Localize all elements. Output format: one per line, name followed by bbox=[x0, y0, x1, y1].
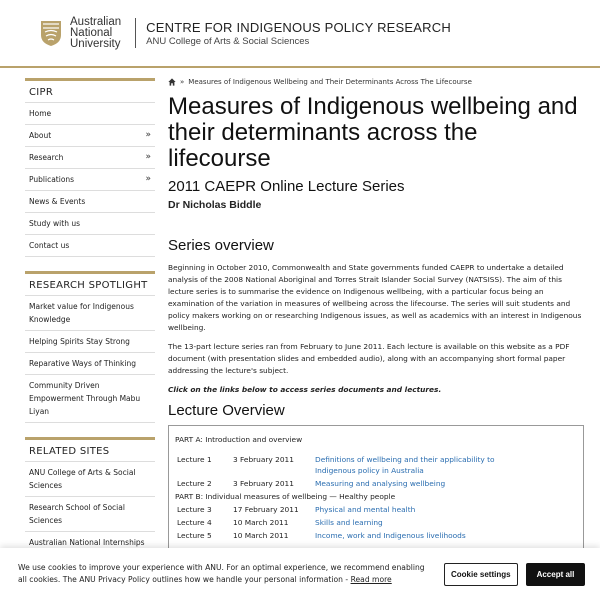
lecture-link[interactable]: Definitions of wellbeing and their applicability to Indigenous policy in Australia bbox=[315, 455, 495, 475]
lecture-date: 3 February 2011 bbox=[233, 455, 294, 464]
breadcrumb-current: Measures of Indigenous Wellbeing and Their Determinants Across The Lifecourse bbox=[188, 78, 472, 86]
overview-paragraph-1: Beginning in October 2010, Commonwealth and State governments funded CAEPR to undertake a detailed analysis of the 2008 National Aboriginal and Torres Strait Islander Social Survey (NATSISS). The aim of this lecture series is to summarise the evidence on Indigenous wellbeing, with a particular focus being an examination of the variation in measures of wellbeing across the lifecourse. The series will suit students and policy makers working on or researching Indigenous issues, as well as academics with an interest in Indigenous wellbeing. bbox=[168, 263, 582, 332]
anu-wordmark bbox=[70, 17, 121, 50]
sidebar-item-label: Publications bbox=[29, 175, 75, 184]
sidebar-item-contact[interactable] bbox=[25, 235, 155, 257]
sidebar-item-label: Study with us bbox=[29, 219, 80, 228]
related-site-link[interactable]: ANU College of Arts & Social Sciences bbox=[25, 462, 155, 497]
lecture-link[interactable]: Physical and mental health bbox=[315, 505, 416, 514]
lecture-link[interactable]: Measuring and analysing wellbeing bbox=[315, 479, 446, 488]
sidebar-item-label: Research bbox=[29, 153, 64, 162]
page-title: Measures of Indigenous wellbeing and their determinants across the lifecourse bbox=[168, 93, 578, 172]
sidebar-item-label: About bbox=[29, 131, 52, 140]
site-header bbox=[0, 0, 600, 68]
sidebar-item-label: Contact us bbox=[29, 241, 70, 250]
related-site-link[interactable]: Australian National Internships bbox=[25, 532, 155, 567]
spotlight-link[interactable]: Helping Spirits Stay Strong bbox=[25, 331, 155, 353]
lecture-row bbox=[175, 504, 577, 515]
lecture-link[interactable]: Skills and learning bbox=[315, 518, 383, 527]
anu-line-1: Australian bbox=[70, 15, 122, 28]
cookie-banner bbox=[0, 548, 600, 600]
sidebar-item-study[interactable] bbox=[25, 213, 155, 235]
lecture-number: Lecture 4 bbox=[177, 518, 212, 527]
part-heading-a: PART A: Introduction and overview bbox=[175, 435, 303, 444]
read-more-link[interactable]: Read more bbox=[350, 575, 392, 584]
cookie-message: We use cookies to improve your experience with ANU. For an optimal experience, we recommend enabling all cookies. The ANU Privacy Policy outlines how we handle your personal information - bbox=[18, 563, 425, 584]
home-icon[interactable] bbox=[168, 78, 176, 86]
spotlight-link[interactable]: Market value for Indigenous Knowledge bbox=[25, 296, 155, 331]
spotlight-link[interactable]: Community Driven Empowerment Through Mabu Liyan bbox=[25, 375, 155, 423]
site-title[interactable]: CENTRE FOR INDIGENOUS POLICY RESEARCH bbox=[146, 19, 451, 35]
sidebar-heading-cipr: CIPR bbox=[25, 81, 155, 103]
lecture-table bbox=[168, 425, 584, 565]
main-content bbox=[168, 78, 584, 565]
sidebar-item-news-events[interactable] bbox=[25, 191, 155, 213]
related-site-link[interactable]: Research School of Social Sciences bbox=[25, 497, 155, 532]
lecture-number: Lecture 5 bbox=[177, 531, 212, 540]
sidebar-item-home[interactable] bbox=[25, 103, 155, 125]
sidebar-section-cipr bbox=[25, 78, 155, 257]
author-name: Dr Nicholas Biddle bbox=[168, 199, 262, 211]
section-heading-lectures: Lecture Overview bbox=[168, 402, 285, 419]
sidebar-heading-related: RELATED SITES bbox=[25, 440, 155, 462]
site-subtitle[interactable]: ANU College of Arts & Social Sciences bbox=[146, 35, 310, 47]
sidebar-heading-spotlight: RESEARCH SPOTLIGHT bbox=[25, 274, 155, 296]
chevron-right-icon[interactable]: » bbox=[145, 130, 151, 140]
lecture-row bbox=[175, 517, 577, 528]
lecture-date: 10 March 2011 bbox=[233, 518, 289, 527]
header-divider bbox=[135, 18, 136, 48]
anu-logo[interactable] bbox=[40, 17, 121, 50]
lecture-date: 17 February 2011 bbox=[233, 505, 299, 514]
spotlight-link[interactable]: Reparative Ways of Thinking bbox=[25, 353, 155, 375]
part-heading-b: PART B: Individual measures of wellbeing — Healthy people bbox=[175, 492, 396, 501]
anu-line-2: National bbox=[70, 26, 113, 39]
lecture-number: Lecture 2 bbox=[177, 479, 212, 488]
chevron-right-icon[interactable]: » bbox=[145, 152, 151, 162]
cookie-settings-button[interactable]: Cookie settings bbox=[444, 563, 518, 586]
accept-all-button[interactable]: Accept all bbox=[526, 563, 586, 586]
lecture-number: Lecture 3 bbox=[177, 505, 212, 514]
lecture-row bbox=[175, 530, 577, 541]
sidebar-item-label: News & Events bbox=[29, 197, 86, 206]
anu-line-3: University bbox=[70, 37, 121, 50]
site-title-block[interactable] bbox=[146, 20, 451, 47]
lecture-row bbox=[175, 478, 577, 489]
sidebar-item-publications[interactable] bbox=[25, 169, 155, 191]
cookie-text bbox=[18, 562, 428, 586]
sidebar-item-research[interactable] bbox=[25, 147, 155, 169]
lecture-number: Lecture 1 bbox=[177, 455, 212, 464]
lecture-date: 3 February 2011 bbox=[233, 479, 294, 488]
instruction-text: Click on the links below to access series documents and lectures. bbox=[168, 385, 442, 394]
sidebar bbox=[25, 78, 155, 581]
lecture-link[interactable]: Income, work and Indigenous livelihoods bbox=[315, 531, 466, 540]
overview-paragraph-2: The 13-part lecture series ran from February to June 2011. Each lecture is available on this website as a PDF document (with presentation slides and embedded audio), along with an accompanying short formal paper addressing the lecture's subject. bbox=[168, 342, 570, 375]
chevron-right-icon[interactable]: » bbox=[145, 174, 151, 184]
sidebar-section-spotlight bbox=[25, 271, 155, 423]
anu-crest-icon bbox=[40, 19, 62, 47]
lecture-row bbox=[175, 454, 577, 476]
sidebar-item-about[interactable] bbox=[25, 125, 155, 147]
page-subtitle: 2011 CAEPR Online Lecture Series bbox=[168, 178, 405, 195]
lecture-date: 10 March 2011 bbox=[233, 531, 289, 540]
section-heading-overview: Series overview bbox=[168, 237, 274, 254]
sidebar-item-label: Home bbox=[29, 109, 52, 118]
breadcrumb bbox=[168, 78, 584, 86]
breadcrumb-separator: » bbox=[180, 78, 185, 86]
